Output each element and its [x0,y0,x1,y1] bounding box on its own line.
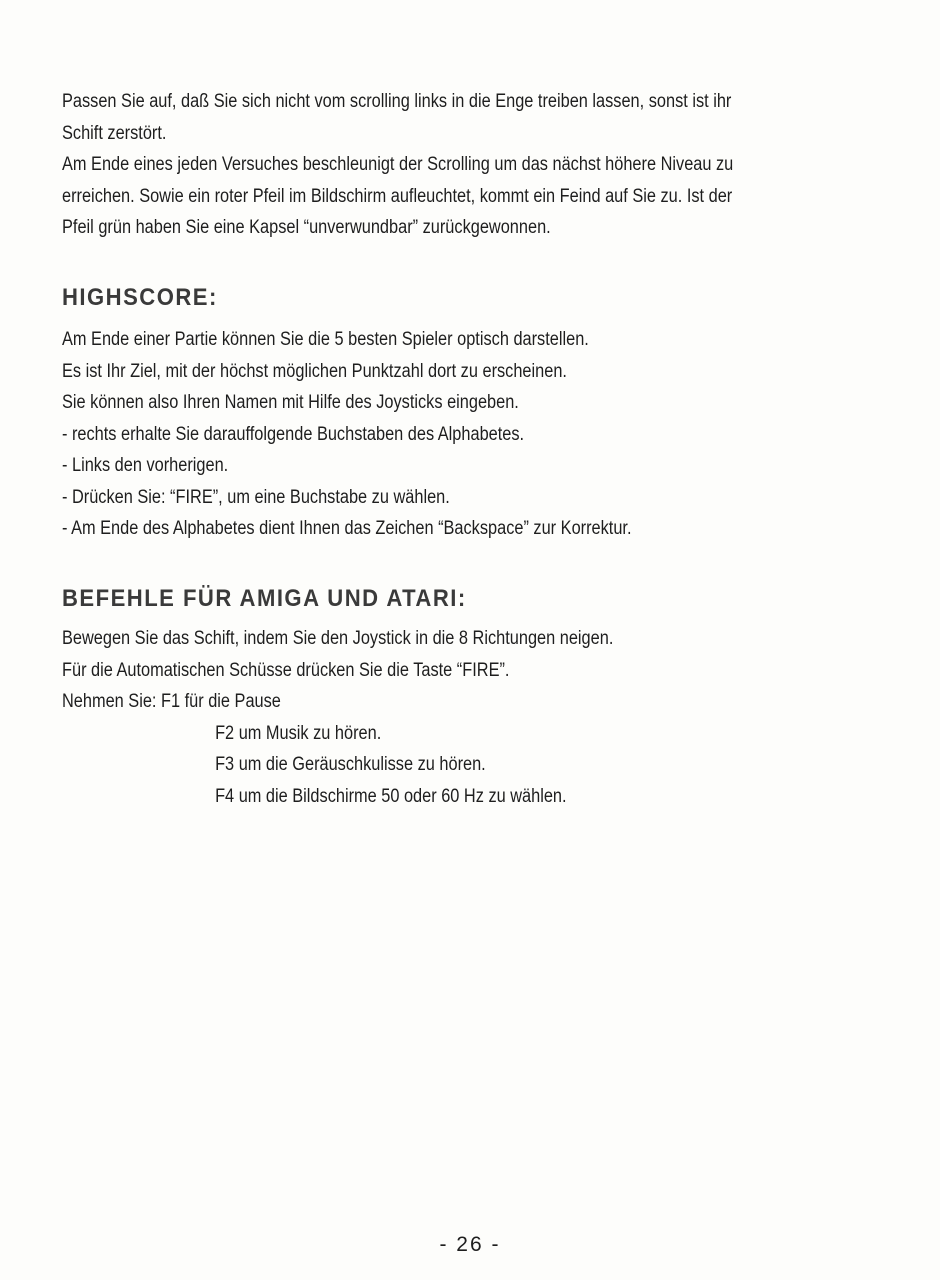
commands-paragraph [62,623,776,812]
highscore-heading: HIGHSCORE: [62,284,218,311]
highscore-paragraph [62,324,776,545]
intro-line: Passen Sie auf, daß Sie sich nicht vom scrolling links in die Enge treiben lassen, sonst ist ihr [62,91,732,112]
page-number: - 26 - [439,1233,501,1256]
highscore-line: Sie können also Ihren Namen mit Hilfe des Joysticks eingeben. [62,392,519,413]
intro-line: Schift zerstört. [62,122,167,144]
highscore-line: - Links den vorherigen. [62,455,229,476]
intro-line: Pfeil grün haben Sie eine Kapsel “unverwundbar” zurückgewonnen. [62,217,551,238]
highscore-line: Am Ende einer Partie können Sie die 5 besten Spieler optisch darstellen. [62,329,589,350]
highscore-line: - Am Ende des Alphabetes dient Ihnen das Zeichen “Backspace” zur Korrektur. [62,518,632,539]
commands-key-line: F4 um die Bildschirme 50 oder 60 Hz zu wählen. [215,785,567,807]
commands-key-line: F3 um die Geräuschkulisse zu hören. [215,754,486,775]
intro-line: erreichen. Sowie ein roter Pfeil im Bildschirm aufleuchtet, kommt ein Feind auf Sie zu. Ist der [62,185,733,207]
highscore-line: - rechts erhalte Sie darauffolgende Buchstaben des Alphabetes. [62,423,525,445]
highscore-line: Es ist Ihr Ziel, mit der höchst möglichen Punktzahl dort zu erscheinen. [62,360,567,382]
commands-line: Bewegen Sie das Schift, indem Sie den Joystick in die 8 Richtungen neigen. [62,628,614,649]
commands-key-line: F2 um Musik zu hören. [215,722,382,744]
commands-line: Nehmen Sie: F1 für die Pause [62,691,281,712]
intro-line: Am Ende eines jeden Versuches beschleunigt der Scrolling um das nächst höhere Niveau zu [62,154,734,175]
highscore-line: - Drücken Sie: “FIRE”, um eine Buchstabe zu wählen. [62,486,450,508]
intro-paragraph [62,86,776,244]
commands-heading: BEFEHLE FÜR AMIGA UND ATARI: [62,585,467,612]
commands-line: Für die Automatischen Schüsse drücken Sie die Taste “FIRE”. [62,659,510,681]
